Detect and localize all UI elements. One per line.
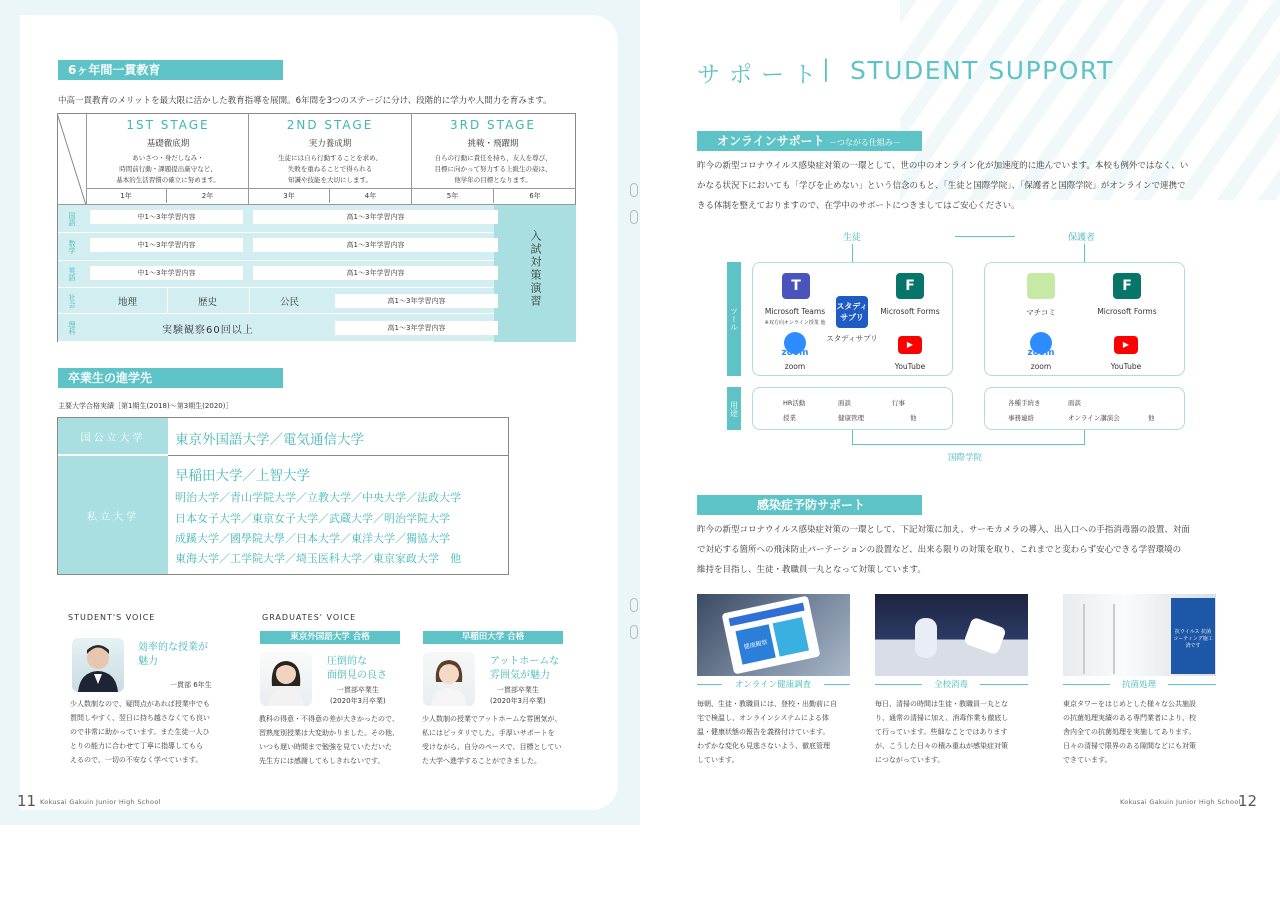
subject-english: 英語 (58, 261, 86, 288)
stage-2-desc: 生徒には自ら行動することを求め、 失敗を重ねることで得られる 知識や技能を大切にします。 (278, 154, 382, 184)
jh-content-japanese: 中1～3年学習内容 (90, 210, 243, 224)
student-photo (72, 638, 124, 692)
page-number-right: 12 (1238, 792, 1258, 810)
student-name: 一貫部 6年生 (170, 681, 212, 689)
year-4: 4年 (330, 189, 412, 203)
jh-content-math: 中1～3年学習内容 (90, 238, 243, 252)
use-interview: 面談 (838, 399, 851, 407)
use-office: 事務連絡 (1008, 414, 1034, 422)
subject-math: 数学 (58, 233, 86, 261)
teams-label: Microsoft Teams (764, 307, 826, 316)
use-hr: HR活動 (783, 399, 806, 407)
section-title-graduates: 卒業生の進学先 (58, 368, 283, 388)
hs-content-science: 高1～3年学習内容 (335, 321, 498, 335)
section-title-online: オンラインサポート －つながる仕組み－ (697, 131, 922, 151)
graduate-1-name: 一貫部卒業生 (2020年3月卒業) (330, 686, 386, 705)
hs-content-social: 高1～3年学習内容 (335, 294, 498, 308)
online-support-text: 昨今の新型コロナウイルス感染症対策の一環として、世の中のオンライン化が加速度的に進んでいます。本校も例外ではなく、い かなる状況下においても「学びを止めない」という信念のもと、「生徒と国際学院」、「保護者と国際学院」がオンラインで連携で きる体制を整えておりますので、在学中のサポートにつきましてはご安心ください。 (697, 161, 1189, 211)
section-title-infection: 感染症予防サポート (697, 495, 922, 515)
section-title-six-year: 6ヶ年間一貫教育 (58, 60, 283, 80)
use-lectures: オンライン講演会 (1068, 414, 1120, 422)
use-interview-parent: 面談 (1068, 399, 1081, 407)
youtube-label: YouTube (894, 362, 926, 371)
diagram-student: 生徒 (843, 233, 862, 243)
school-name-left: Kokusai Gakuin Junior High School (40, 798, 161, 806)
antibacterial-poster: 抗ウイルス 抗菌 コーティング施工済です (1171, 598, 1215, 674)
graduate-2-catch: アットホームな 雰囲気が魅力 (490, 656, 560, 681)
diagram-parent: 保護者 (1068, 233, 1096, 243)
teams-icon: T (782, 273, 810, 299)
hs-content-japanese: 高1～3年学習内容 (253, 210, 498, 224)
stage-1-name: 1ST STAGE (126, 118, 210, 132)
use-health: 健康管理 (838, 414, 864, 422)
student-uses-box (752, 387, 953, 430)
card-2-caption: 全校消毒 (922, 678, 980, 690)
year-3: 3年 (249, 189, 330, 203)
use-events: 行事 (892, 399, 905, 407)
stage-1-sub: 基礎徹底期 (146, 139, 190, 149)
use-procedures: 各種手続き (1008, 399, 1041, 407)
title-separator: | (822, 56, 830, 82)
private-universities-line-2: 日本女子大学／東京女子大学／武蔵大学／明治学院大学 (175, 512, 450, 525)
hs-content-english: 高1～3年学習内容 (253, 266, 498, 280)
private-universities-line-4: 東海大学／工学院大学／埼玉医科大学／東京家政大学 他 (175, 552, 461, 565)
geography: 地理 (118, 297, 138, 308)
forms-label-parent: Microsoft Forms (1097, 307, 1157, 316)
subject-japanese: 国語 (58, 205, 86, 233)
stage-3-name: 3RD STAGE (450, 118, 536, 132)
table-corner-diagonal (57, 113, 87, 205)
zoom-logo: zoom (781, 348, 809, 358)
infection-text: 昨今の新型コロナウイルス感染症対策の一環として、下記対策に加え、サーモカメラの導入、出入口への手指消毒器の設置、対面 で対応する箇所への飛沫防止パーテーションの設置など、出来る限りの対策を取り、これまでと変わらず安心できる学習環境の 維持を目指し、生徒・教職員一丸となって対策しています。 (697, 525, 1190, 575)
tool-label: ツール (727, 262, 741, 376)
zoom-label: zoom (784, 362, 806, 371)
machicomi-icon (1027, 273, 1055, 299)
year-5: 5年 (412, 189, 494, 203)
graduate-1-voice-text: 教科の得意・不得意の差が大きかったので、 習熟度別授業は大変助かりました。その他、 いつも遅い時間まで勉強を見ていただいた 先生方には感謝してもしきれないです。 (259, 715, 399, 765)
page-title-en: STUDENT SUPPORT (850, 56, 1114, 85)
jh-content-english: 中1～3年学習内容 (90, 266, 243, 280)
student-catch: 効率的な授業が 魅力 (138, 642, 208, 667)
forms-icon: F (1113, 273, 1141, 299)
hs-content-math: 高1～3年学習内容 (253, 238, 498, 252)
science-experiments: 実験観察60回以上 (162, 325, 254, 336)
private-universities-top: 早稲田大学／上智大学 (175, 468, 310, 484)
forms-icon: F (896, 273, 924, 299)
graduate-2-voice-text: 少人数制の授業でアットホームな雰囲気が、 私にはピッタリでした。手厚いサポートを 受けながら、自分のペースで、目標としてい た大学へ進学することができました。 (422, 715, 562, 765)
use-other-parent: 他 (1148, 414, 1155, 422)
graduate-1-catch: 圧倒的な 面倒見の良さ (327, 656, 387, 681)
diagram-school: 国際学院 (948, 453, 983, 463)
use-label: 用途 (727, 387, 741, 430)
public-univ-label: 国公立大学 (58, 418, 168, 454)
stage-2-name: 2ND STAGE (286, 118, 374, 132)
disinfection-photo (875, 594, 1028, 676)
year-2: 2年 (167, 189, 249, 203)
public-universities: 東京外国語大学／電気通信大学 (175, 432, 364, 448)
online-health-photo: 健康観察 (697, 594, 850, 676)
exam-prep-label: 入試対策演習 (529, 230, 542, 308)
youtube-label-parent: YouTube (1110, 362, 1142, 371)
zoom-logo-parent: zoom (1027, 348, 1055, 358)
use-classes: 授業 (783, 414, 796, 422)
page-number-left: 11 (17, 792, 37, 810)
graduate-2-name: 一貫部卒業生 (2020年3月卒業) (490, 686, 546, 705)
graduate-1-tag: 東京外国語大学 合格 (260, 631, 400, 644)
stage-3-sub: 挑戦・飛躍期 (467, 139, 519, 149)
use-other: 他 (910, 414, 917, 422)
history: 歴史 (198, 297, 218, 308)
card-1-caption: オンライン健康調査 (722, 678, 824, 690)
studysapuri-label: スタディサプリ (826, 334, 878, 343)
university-caption: 主要大学合格実績［第1期生(2018)～第3期生(2020)］ (58, 402, 233, 410)
year-6: 6年 (529, 192, 541, 200)
graduate-2-tag: 早稲田大学 合格 (423, 631, 563, 644)
graduate-1-photo (260, 652, 312, 706)
school-name-right: Kokusai Gakuin Junior High School (1120, 798, 1241, 806)
graduates-voice-heading: GRADUATES' VOICE (262, 613, 357, 622)
youtube-icon: ▶ (898, 336, 922, 354)
graduate-2-photo (423, 652, 475, 706)
card-3-text: 東京タワーをはじめとした様々な公共施設 の抗菌処理実績のある専門業者により、校 舎内全ての抗菌処理を実施してあります。 日々の清掃で限界のある隙間などにも対策 できています。 (1063, 700, 1196, 764)
machicomi-label: マチコミ (1026, 308, 1056, 317)
binder-ring (630, 625, 638, 639)
subject-science: 理科 (58, 314, 86, 342)
zoom-label-parent: zoom (1030, 362, 1052, 371)
stage-1-desc: あいさつ・身だしなみ・ 時間前行動・課題提出厳守など、 基本的生活習慣の確立に努めます。 (116, 154, 220, 184)
private-universities-line-3: 成蹊大学／國學院大學／日本大学／東洋大学／獨協大学 (175, 532, 450, 545)
forms-label: Microsoft Forms (880, 307, 940, 316)
binder-ring (630, 598, 638, 612)
students-voice-heading: STUDENT'S VOICE (68, 613, 156, 622)
teams-note: ※双方向オンライン授業 他 (764, 320, 826, 326)
card-2-text: 毎日、清掃の時間は生徒・教職員一丸とな り、通常の清掃に加え、消毒作業も徹底し て行っています。些細なことではあります が、こうした日々の積み重ねが感染症対策 につながっています。 (875, 700, 1009, 764)
binder-ring (630, 183, 638, 197)
antibacterial-photo (1063, 594, 1216, 676)
year-1: 1年 (86, 189, 167, 203)
subject-social: 社会 (58, 288, 86, 314)
parent-tools-box (984, 262, 1185, 376)
student-voice-text: 少人数制なので、疑問点があれば授業中でも 質問しやすく、翌日に持ち越さなくても良い ので非常に助かっています。また生徒一人ひ とりの能力に合わせて丁寧に指導してもら えるので、一切の不安なく学べています。 (70, 700, 210, 764)
private-univ-label: 私立大学 (58, 456, 168, 574)
card-3-caption: 抗菌処理 (1110, 678, 1168, 690)
stage-2-sub: 実力養成期 (308, 139, 352, 149)
youtube-icon: ▶ (1114, 336, 1138, 354)
card-1-text: 毎朝、生徒・教職員には、登校・出勤前に自 宅で検温し、オンラインシステムによる体 温・健康状態の報告を義務付けています。 わずかな変化も見逃さないよう、徹底管理 しています。 (697, 700, 837, 764)
stage-3-desc: 自らの行動に責任を持ち、友人を尊び、 目標に向かって努力する上級生の姿は、 他学年の目標となります。 (434, 154, 552, 184)
private-universities-line-1: 明治大学／青山学院大学／立教大学／中央大学／法政大学 (175, 491, 461, 504)
six-year-lead: 中高一貫教育のメリットを最大限に活かした教育指導を展開。6年間を3つのステージに分け、段階的に学力や人間力を育みます。 (58, 96, 552, 106)
civics: 公民 (280, 297, 300, 308)
page-title-jp: サポート (697, 62, 825, 88)
binder-ring (630, 210, 638, 224)
studysapuri-icon: スタディ サプリ (836, 296, 868, 328)
parent-uses-box (984, 387, 1185, 430)
